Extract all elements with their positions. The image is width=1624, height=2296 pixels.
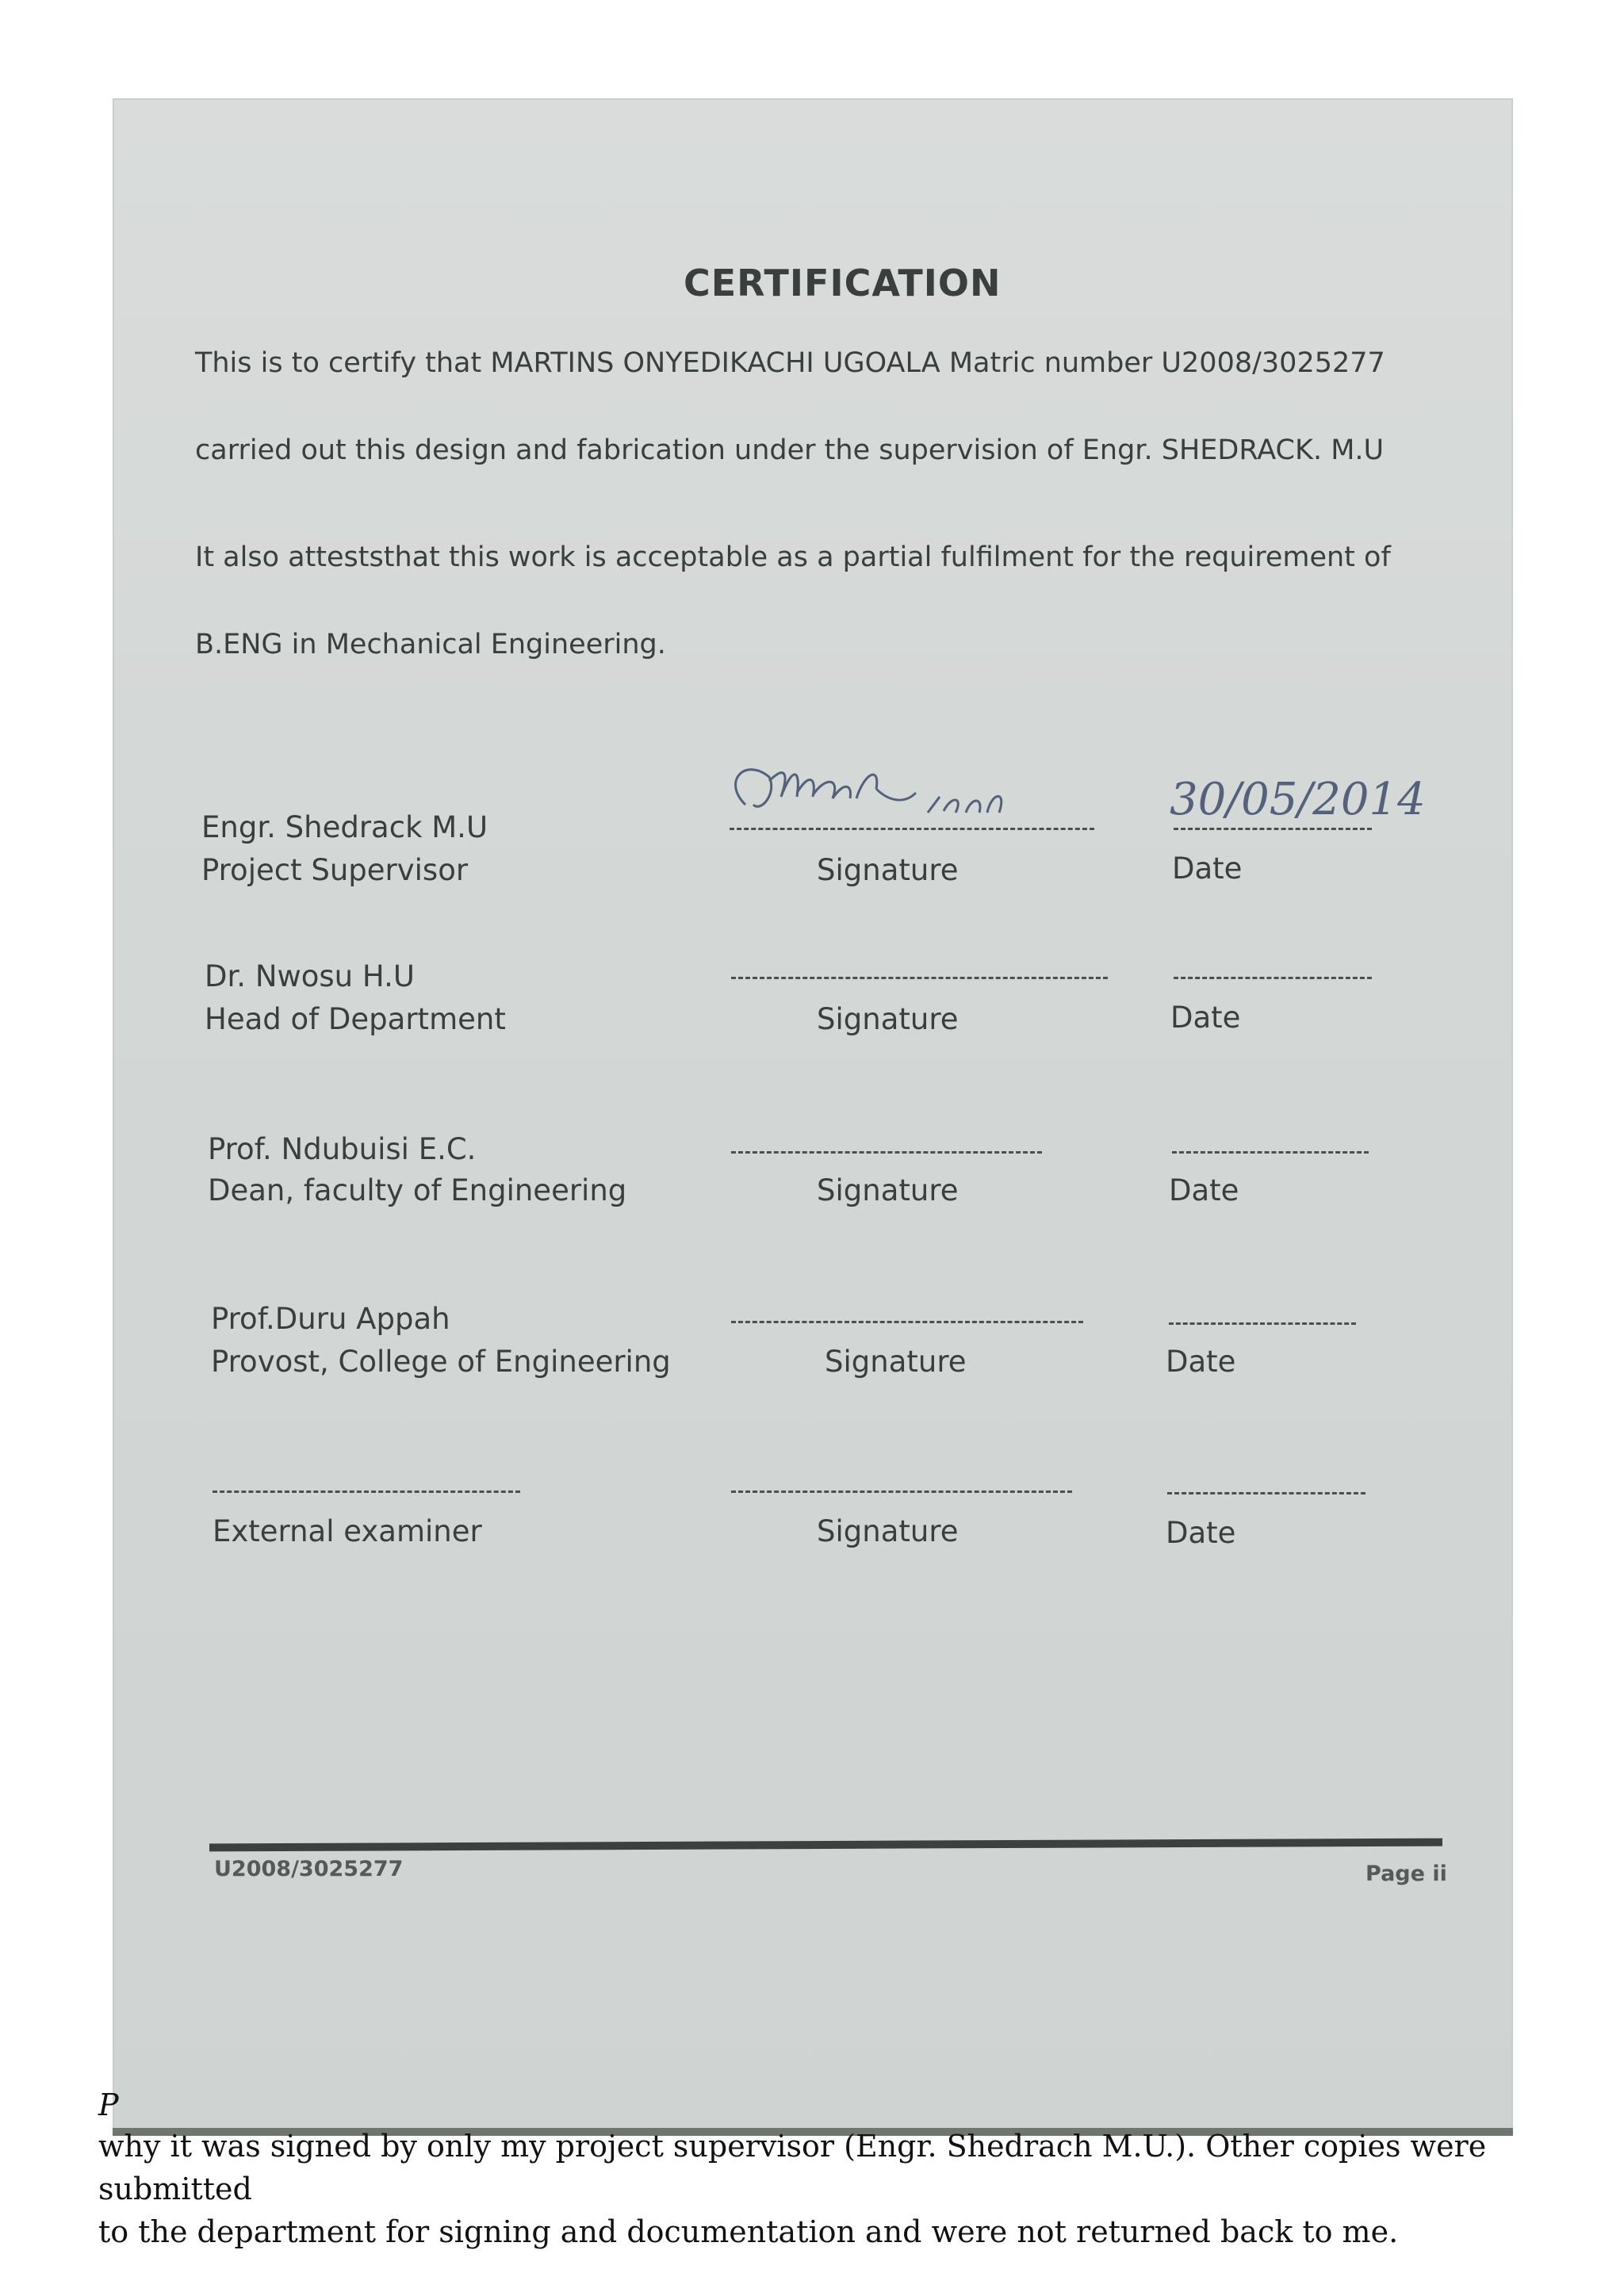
signatory-role: Dean, faculty of Engineering (208, 1173, 627, 1207)
signatory-name: Engr. Shedrack M.U (201, 810, 488, 844)
handwritten-date (1162, 765, 1471, 836)
signature-label: Signature (817, 853, 959, 887)
signature-label: Signature (817, 1173, 959, 1207)
footer-matric: U2008/3025277 (214, 1857, 404, 1881)
note-line-2: to the department for signing and documentation and were not returned back to me. (98, 2214, 1399, 2249)
signature-line (731, 1321, 1083, 1323)
signature-line (731, 1151, 1042, 1154)
signatory-name: Prof.Duru Appah (211, 1302, 450, 1336)
certificate-photo (113, 98, 1513, 2134)
signature-label: Signature (817, 1514, 959, 1548)
signature-line (730, 828, 1094, 830)
date-line (1174, 828, 1372, 830)
signatory-name: Prof. Ndubuisi E.C. (208, 1132, 477, 1166)
date-line (1174, 977, 1372, 979)
certificate-line-2: carried out this design and fabrication under the supervision of Engr. SHEDRACK. M.U (195, 434, 1385, 466)
signatory-role: Provost, College of Engineering (211, 1345, 671, 1379)
date-label: Date (1170, 1001, 1241, 1035)
handwritten-date-text: 30/05/2014 (1170, 774, 1426, 825)
signature-line (731, 977, 1108, 979)
note-line-1: why it was signed by only my project supervisor (Engr. Shedrach M.U.). Other copies were submitted (98, 2129, 1487, 2206)
footer-page-number: Page ii (1365, 1862, 1447, 1886)
date-label: Date (1172, 851, 1243, 886)
date-line (1169, 1322, 1356, 1325)
explanatory-note (98, 2125, 1526, 2253)
signatory-role: Head of Department (205, 1002, 506, 1036)
date-line (1167, 1492, 1365, 1494)
date-label: Date (1166, 1516, 1236, 1550)
name-line (213, 1490, 520, 1493)
note-partial-char: P (98, 2087, 119, 2122)
certificate-line-3: It also atteststhat this work is acceptable as a partial fulfilment for the requirement of (195, 541, 1391, 573)
certificate-line-1: This is to certify that MARTINS ONYEDIKACHI UGOALA Matric number U2008/3025277 (195, 347, 1385, 379)
signature-line (731, 1490, 1072, 1493)
certificate-title: CERTIFICATION (684, 262, 1002, 304)
signatory-role: External examiner (213, 1514, 482, 1548)
date-label: Date (1166, 1345, 1236, 1379)
handwritten-signature (714, 749, 1110, 836)
date-line (1172, 1151, 1369, 1154)
date-label: Date (1169, 1173, 1239, 1207)
signature-label: Signature (817, 1002, 959, 1036)
signatory-name: Dr. Nwosu H.U (205, 959, 415, 993)
certificate-line-4: B.ENG in Mechanical Engineering. (195, 629, 666, 660)
signatory-role: Project Supervisor (201, 853, 469, 887)
signature-label: Signature (825, 1345, 967, 1379)
